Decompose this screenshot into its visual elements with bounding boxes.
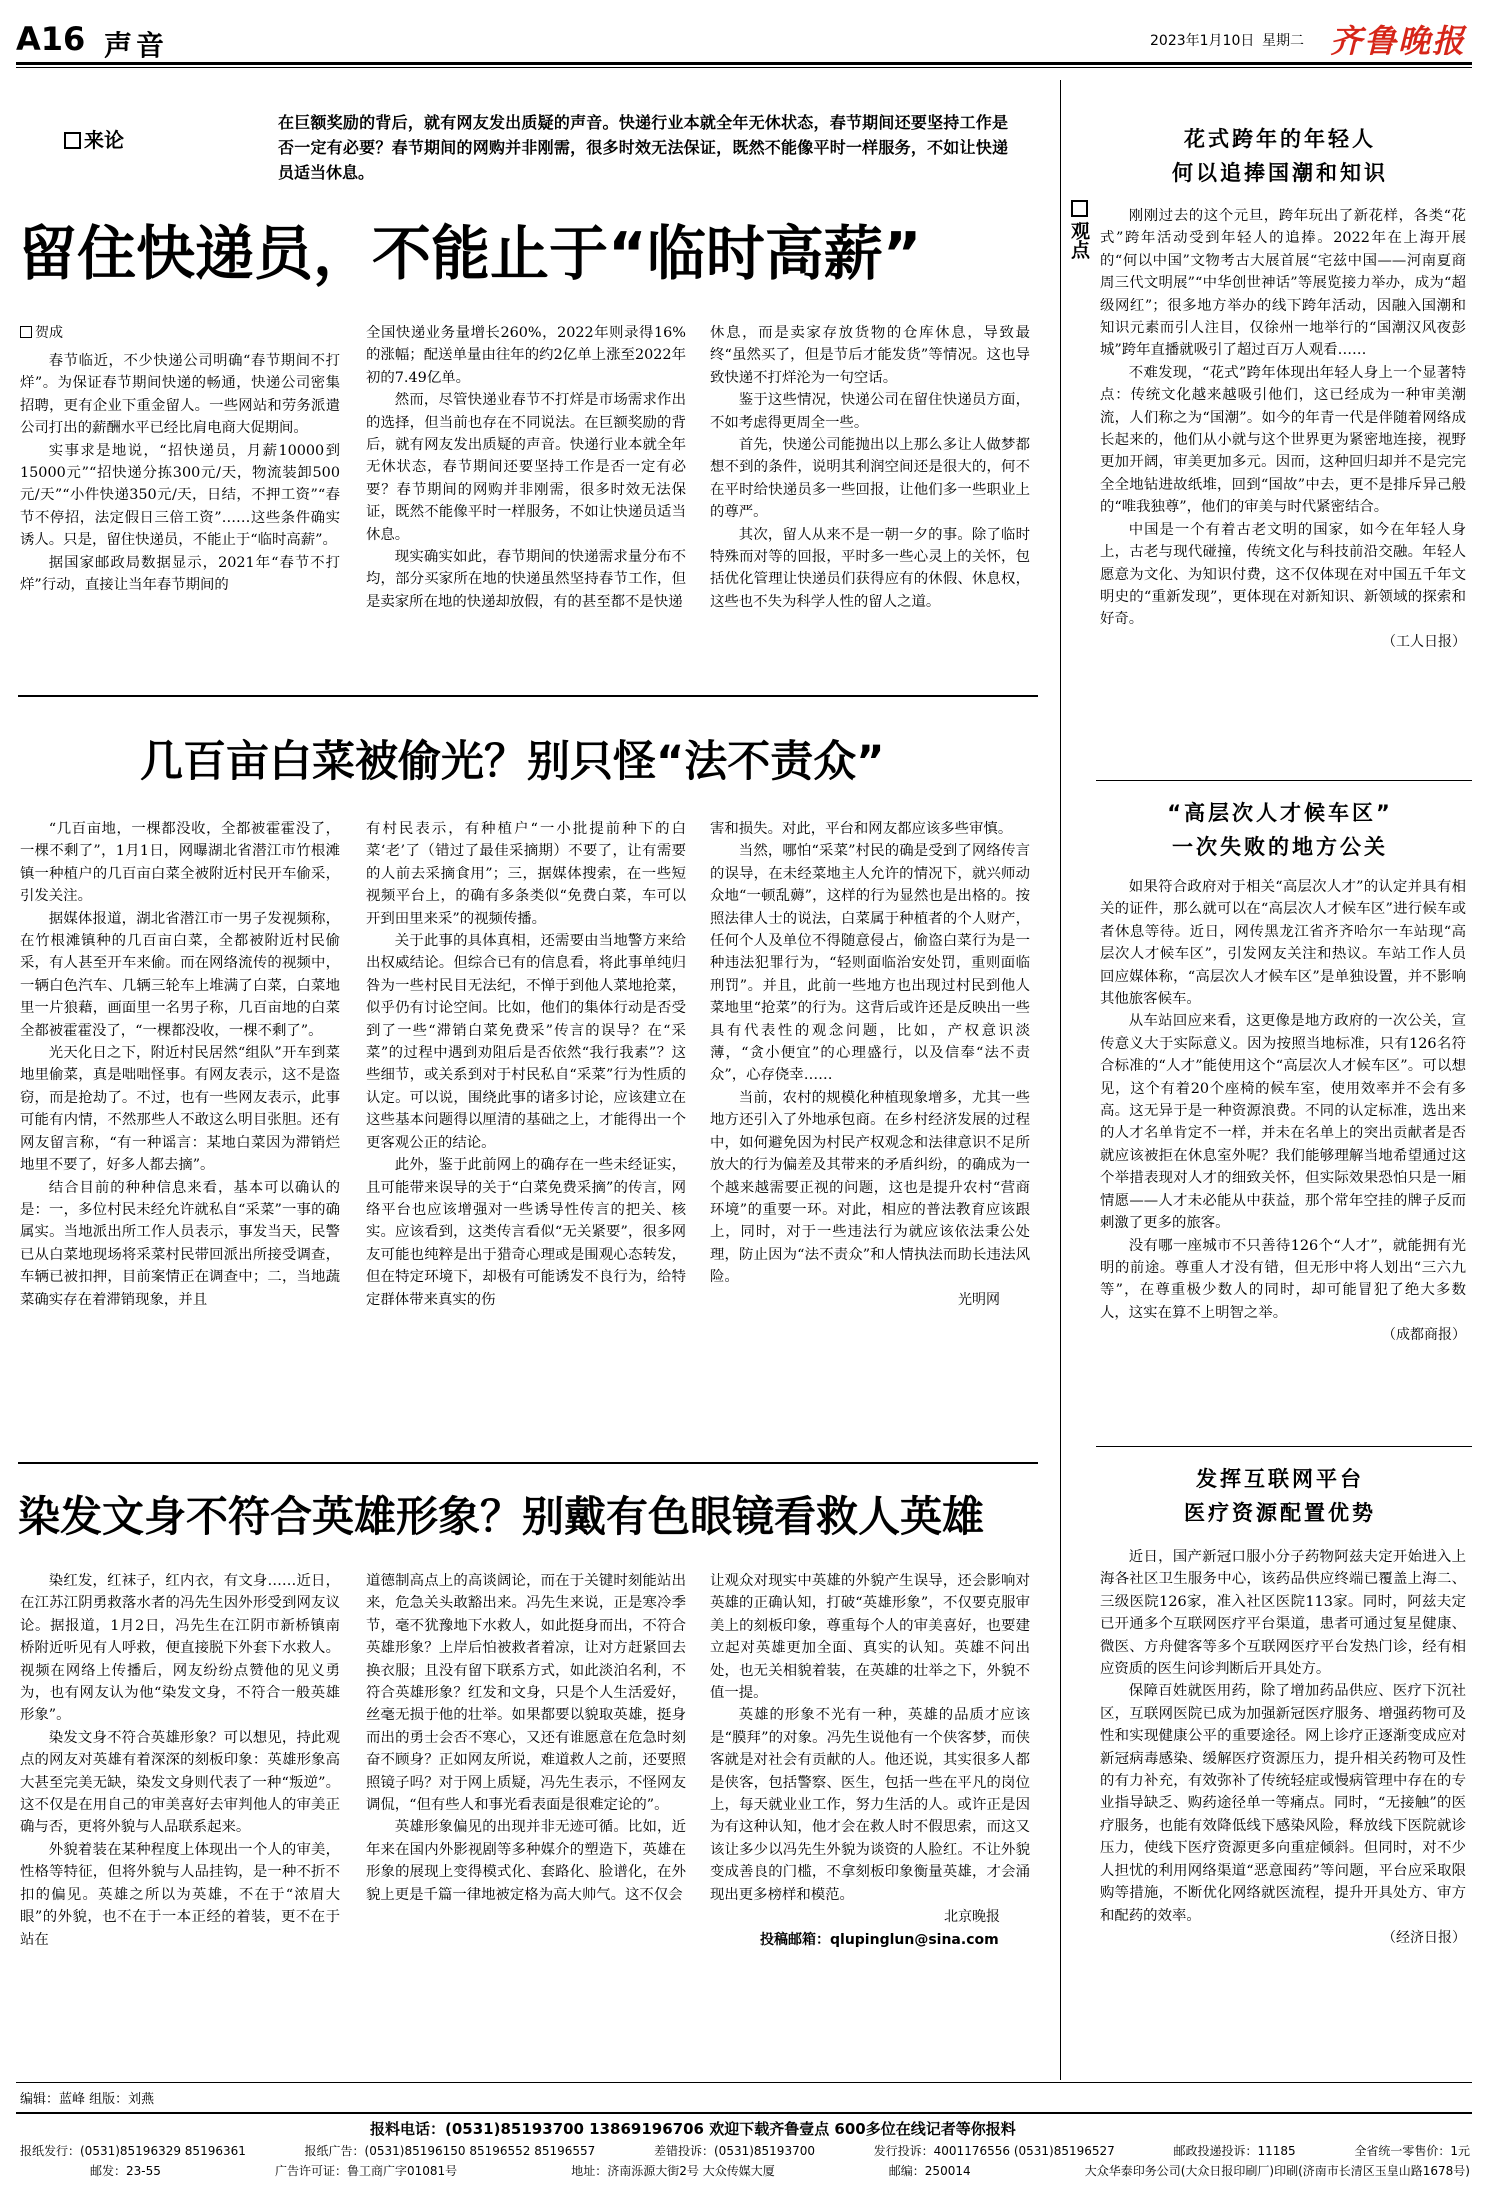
paragraph: 没有哪一座城市不只善待126个“人才”，就能拥有光明的前途。尊重人才没有错，但无形中将人划出“三六九等”，在尊重极少数人的同时，却可能冒犯了绝大多数人，这实在算不上明智之举。 [1100,1237,1466,1321]
divider [16,2082,1472,2083]
article1-col1 [20,350,340,596]
paragraph: 关于此事的具体真相，还需要由当地警方来给出权威结论。但综合已有的信息看，将此事单纯归咎为一些村民目无法纪，不惮于到他人菜地抢菜，似乎仍有讨论空间。比如，他们的集体行动是否受到了一些“滞销白菜免费采”传言的误导？在“采菜”的过程中遇到劝阻后是否依然“我行我素”？这些细节，或关系到对于村民私自“采菜”行为性质的认定。可以说，围绕此事的诸多讨论，应该建立在这些基本问题得以厘清的基础之上，才能得出一个更客观公正的结论。 [366,933,686,1151]
masthead-rule [16,62,1472,65]
footer-item: 广告许可证：鲁工商广字01081号 [274,2164,458,2178]
divider [18,1462,1038,1464]
footer-item: 发行投诉：4001176556 (0531)85196527 [873,2144,1115,2158]
sidebar3-title: 发挥互联网平台 医疗资源配置优势 [1184,1467,1376,1525]
paragraph: 英雄形象偏见的出现并非无迹可循。比如，近年来在国内外影视剧等多种媒介的塑造下，英雄在形象的展现上变得模式化、套路化、脸谱化，在外貌上更是千篇一律地被定格为高大帅气。这不仅会 [366,1819,686,1903]
footer-contacts [20,2142,1470,2159]
paragraph: 鉴于这些情况，快递公司在留住快递员方面，不如考虑得更周全一些。 [710,392,1030,431]
paragraph: 害和损失。对此，平台和网友都应该多些审慎。 [710,821,1013,837]
footer-item: 地址：济南泺源大街2号 大众传媒大厦 [571,2164,775,2178]
paragraph: 据媒体报道，湖北省潜江市一男子发视频称，在竹根滩镇种的几百亩白菜，全都被附近村民偷采，有人甚至开车来偷。而在网络流传的视频中，一辆白色汽车、几辆三轮车上堆满了白菜，白菜地里一片狼藉，画面里一名男子称，几百亩地的白菜全都被霍霍没了，“一棵都没收，一棵不剩了”。 [20,910,340,1039]
paragraph: 道德制高点上的高谈阔论，而在于关键时刻能站出来，危急关头敢豁出来。冯先生来说，正是寒冷季节，毫不犹豫地下水救人，如此挺身而出，不符合英雄形象？上岸后怕被救者着凉，让对方赶紧回去换衣服；且没有留下联系方式，如此淡泊名利，不符合英雄形象？红发和文身，只是个人生活爱好，丝毫无损于他的壮举。如果都要以貌取英雄，挺身而出的勇士会否不寒心，又还有谁愿意在危急时刻奋不顾身？正如网友所说，难道救人之前，还要照照镜子吗？对于网上质疑，冯先生表示，不怪网友调侃，“但有些人和事光看表面是很难定论的”。 [366,1573,686,1814]
paragraph: 刚刚过去的这个元旦，跨年玩出了新花样，各类“花式”跨年活动受到年轻人的追捧。2022年在上海开展的“何以中国”文物考古大展首展“宅兹中国——河南夏商周三代文明展”“中华创世神话”等展览接力举办，成为“超级网红”；很多地方举办的线下跨年活动，因融入国潮和知识元素而引人注目，仅徐州一地举行的“国潮汉风夜彭城”跨年直播就吸引了超过百万人观看…… [1100,208,1466,359]
footer-item: 差错投诉：(0531)85193700 [654,2144,815,2158]
issue-weekday: 星期二 [1262,33,1304,49]
article2-col3 [710,818,1030,1311]
intro-text: 在巨额奖励的背后，就有网友发出质疑的声音。快递行业本就全年无休状态，春节期间还要坚持工作是否一定有必要？春节期间的网购并非刚需，很多时效无法保证，既然不能像平时一样服务，不如让快递员适当休息。 [278,113,1008,182]
paragraph: 有村民表示，有种植户“一小批提前种下的白菜‘老’了（错过了最佳采摘期）不要了，让有需要的人前去采摘食用”；三，据媒体搜索，在一些短视频平台上，的确有多条类似“免费白菜，车可以开到田里来采”的视频传播。 [366,821,686,927]
article2-col2 [366,818,686,1311]
paragraph: 中国是一个有着古老文明的国家，如今在年轻人身上，古老与现代碰撞，传统文化与科技前沿交融。年轻人愿意为文化、为知识付费，这不仅体现在对中国五千年文明史的“重新发现”，更体现在对新知识、新领域的探索和好奇。 [1100,521,1466,628]
paragraph: 然而，尽管快递业春节不打烊是市场需求作出的选择，但当前也存在不同说法。在巨额奖励的背后，就有网友发出质疑的声音。快递行业本就全年无休状态，春节期间还要坚持工作是否一定有必要？春节期间的网购并非刚需，很多时效无法保证，既然不能像平时一样服务，不如让快递员适当休息。 [366,392,686,543]
article3-col2 [366,1570,686,1906]
issue-date: 2023年1月10日 [1150,33,1255,49]
tip-hotline[interactable]: 报料电话：(0531)85193700 13869196706 欢迎下载齐鲁壹点 600多位在线记者等你报料 [370,2120,1016,2138]
paragraph: 据国家邮政局数据显示，2021年“春节不打烊”行动，直接让当年春节期间的 [20,554,340,594]
sidebar3-body [1100,1546,1466,1949]
article1-col3 [710,322,1030,613]
article2-headline: 几百亩白菜被偷光？别只怪“法不责众” [140,737,885,787]
footer-item: 邮政投递投诉：11185 [1173,2144,1296,2158]
article3-col3 [710,1570,1030,1951]
sidebar1-title: 花式跨年的年轻人 何以追捧国潮和知识 [1172,127,1388,185]
paragraph: 当前，农村的规模化种植现象增多，尤其一些地方还引入了外地承包商。在乡村经济发展的过程中，如何避免因为村民产权观念和法律意识不足所放大的行为偏差及其带来的矛盾纠纷，的确成为一个越来越需要正视的问题，这也是提升农村“营商环境”的重要一环。对此，相应的普法教育应该跟上，同时，对于一些违法行为就应该依法秉公处理，防止因为“法不责众”和人情执法而助长违法风险。 [710,1089,1030,1286]
paragraph: 英雄的形象不光有一种，英雄的品质才应该是“膜拜”的对象。冯先生说他有一个侠客梦，而侠客就是对社会有贡献的人。他还说，其实很多人都是侠客，包括警察、医生，包括一些在平凡的岗位上，每天就业业工作，努力生活的人。或许正是因为有这种认知，他才会在救人时不假思索，而这又该让多少以冯先生外貌为谈资的人脸红。不让外貌变成善良的门槛，不拿刻板印象衡量英雄，才会涌现出更多榜样和模范。 [710,1707,1030,1903]
paragraph: 染发文身不符合英雄形象？可以想见，持此观点的网友对英雄有着深深的刻板印象：英雄形象高大甚至完美无缺，染发文身则代表了一种“叛逆”。这不仅是在用自己的审美喜好去审判他人的审美正确与否，更将外貌与人品联系起来。 [20,1729,340,1836]
paragraph: 保障百姓就医用药，除了增加药品供应、医疗下沉社区，互联网医院已成为加强新冠医疗服务、增强药物可及性和实现健康公平的重要途径。网上诊疗正逐渐变成应对新冠病毒感染、缓解医疗资源压力，提升相关药物可及性的有力补充，有效弥补了传统轻症或慢病管理中存在的专业指导缺乏、购药途径单一等痛点。同时，“无接触”的医疗服务，也能有效降低线下感染风险，释放线下医院就诊压力，使线下医疗资源更多向重症倾斜。但同时，对不少人担忧的利用网络渠道“恶意囤药”等问题，平台应采取限购等措施，不断优化网络就医流程，提升开具处方、审方和配药的效率。 [1100,1683,1466,1924]
paragraph: “几百亩地，一棵都没收，全都被霍霍没了，一棵不剩了”，1月1日，网曝湖北省潜江市竹根滩镇一种植户的几百亩白菜全被附近村民开车偷采，引发关注。 [20,821,340,905]
paragraph: 实事求是地说，“招快递员，月薪10000到15000元”“招快递分拣300元/天，物流装卸500元/天”“小件快递350元/天，日结，不押工资”“春节不停招，法定假日三倍工资”……这些条件确实诱人。只是，留住快递员，不能止于“临时高薪”。 [20,442,340,549]
paragraph: 光天化日之下，附近村民居然“组队”开车到菜地里偷菜，真是咄咄怪事。有网友表示，这不是盗窃，而是抢劫了。不过，也有一些网友表示，此事可能有内情，不然那些人不敢这么明目张胆。还有网友留言称，“有一种谣言：某地白菜因为滞销烂地里不要了，好多人都去摘”。 [20,1045,340,1174]
footer-imprint [90,2162,1470,2179]
sidebar1-body [1100,205,1466,653]
article3-source: 北京晚报 [944,1909,1000,1926]
article3-col1 [20,1570,340,1951]
article3-headline: 染发文身不符合英雄形象？别戴有色眼镜看救人英雄 [18,1492,985,1541]
sidebar3-source: （经济日报） [1382,1929,1466,1946]
paragraph: 不难发现，“花式”跨年体现出年轻人身上一个显著特点：传统文化越来越吸引他们，这已经成为一种审美潮流，人们称之为“国潮”。如今的年青一代是伴随着网络成长起来的，他们从小就与这个世界更为紧密地连接，视野更加开阔，审美更加多元。因而，这种回归却并不是完完全全地钻进故纸堆，回到“国故”中去，更不是排斥异己般的“唯我独尊”，他们的审美与时代紧密结合。 [1100,364,1466,516]
divider [18,695,1038,697]
article1-byline: 贺成 [20,322,63,342]
footer-item: 邮编：250014 [888,2164,971,2178]
editor-credit: 编辑：蓝峰 组版：刘燕 [20,2092,155,2107]
paragraph: 全国快递业务量增长260%，2022年则录得16%的涨幅；配送单量由往年的约2亿单上涨至2022年初的7.49亿单。 [366,325,686,386]
paper-logo: 齐鲁晚报 [1330,22,1467,60]
article2-source: 光明网 [958,1291,1000,1308]
footer-item: 全省统一零售价：1元 [1354,2144,1470,2158]
sidebar2-title: “高层次人才候车区” 一次失败的地方公关 [1167,801,1393,859]
sidebar-divider [1060,80,1061,2080]
square-icon [20,326,32,338]
footer-rule [16,2112,1472,2114]
article2-col1 [20,818,340,1311]
sidebar1-source: （工人日报） [1382,633,1466,650]
page-number: A16 [16,20,86,58]
submission-email[interactable]: 投稿邮箱：qlupinglun@sina.com [760,1931,999,1948]
paragraph: 首先，快递公司能抛出以上那么多让人做梦都想不到的条件，说明其利润空间还是很大的，何不在平时给快递员多一些回报，让他们多一些职业上的尊严。 [710,437,1030,521]
paragraph: 春节临近，不少快递公司明确“春节期间不打烊”。为保证春节期间快递的畅通，快递公司密集招聘，更有企业下重金留人。一些网站和劳务派遣公司打出的薪酬水平已经比肩电商大促期间。 [20,353,340,437]
paragraph: 其次，留人从来不是一朝一夕的事。除了临时特殊而对等的回报，平时多一些心灵上的关怀，包括优化管理让快递员们获得应有的休假、休息权，这些也不失为科学人性的留人之道。 [710,526,1030,610]
paragraph: 让观众对现实中英雄的外貌产生误导，还会影响对英雄的正确认知，打破“英雄形象”，不仅要克服审美上的刻板印象，尊重每个人的审美喜好，也要建立起对英雄更加全面、真实的认知。英雄不问出处，也无关相貌着装，在英雄的壮举之下，外貌不值一提。 [710,1573,1030,1702]
paragraph: 外貌着装在某种程度上体现出一个人的审美，性格等特征，但将外貌与人品挂钩，是一种不折不扣的偏见。英雄之所以为英雄，不在于“浓眉大眼”的外貌，也不在于一本正经的着装，更不在于站在 [20,1841,340,1948]
article1-headline: 留住快递员，不能止于“临时高薪” [18,219,922,288]
paragraph: 染红发，红袜子，红内衣，有文身……近日，在江苏江阴勇救落水者的冯先生因外形受到网友议论。据报道，1月2日，冯先生在江阴市新桥镇南桥附近听见有人呼救，便直接脱下外套下水救人。视频在网络上传播后，网友纷纷点赞他的见义勇为，也有网友认为他“染发文身，不符合一般英雄形象”。 [20,1573,340,1724]
paragraph: 此外，鉴于此前网上的确存在一些未经证实，且可能带来误导的关于“白菜免费采摘”的传言，网络平台也应该增强对一些诱导性传言的把关、核实。应该看到，这类传言看似“无关紧要”，很多网友可能也纯粹是出于猎奇心理或是围观心态转发，但在特定环境下，却极有可能诱发不良行为，给特定群体带来真实的伤 [366,1157,686,1308]
square-icon [1071,200,1088,217]
sidebar2-body [1100,876,1466,1347]
footer-item: 邮发：23-55 [90,2164,161,2178]
square-icon [64,132,81,149]
divider [1096,780,1472,781]
lailun-label: 来论 [64,124,124,153]
section-title: 声音 [104,29,169,62]
paragraph: 休息，而是卖家存放货物的仓库休息，导致最终“虽然买了，但是节后才能发货”等情况。这也导致快递不打烊沦为一句空话。 [710,325,1030,386]
masthead-rule-thin [16,67,1472,68]
paragraph: 当然，哪怕“采菜”村民的确是受到了网络传言的误导，在未经菜地主人允许的情况下，就兴师动众地“一顿乱薅”，这样的行为显然也是出格的。按照法律人士的说法，白菜属于种植者的个人财产，任何个人及单位不得随意侵占，偷盗白菜行为是一种违法犯罪行为，“轻则面临治安处罚，重则面临刑罚”。并且，此前一些地方也出现过村民到他人菜地里“抢菜”的行为。这背后或许还是反映出一些具有代表性的观念问题，比如，产权意识淡薄，“贪小便宜”的心理盛行，以及信奉“法不责众”，心存侥幸…… [710,843,1030,1084]
sidebar2-source: （成都商报） [1382,1327,1466,1344]
paragraph: 现实确实如此，春节期间的快递需求量分布不均，部分买家所在地的快递虽然坚持春节工作，但是卖家所在地的快递却放假，有的甚至都不是快递 [366,549,686,610]
paragraph: 近日，国产新冠口服小分子药物阿兹夫定开始进入上海各社区卫生服务中心，该药品供应终端已覆盖上海二、三级医院126家，准入社区医院113家。同时，阿兹夫定已开通多个互联网医疗平台渠道，患者可通过复星健康、微医、方舟健客等多个互联网医疗平台发热门诊，经有相应资质的医生问诊判断后开具处方。 [1100,1549,1466,1678]
paragraph: 如果符合政府对于相关“高层次人才”的认定并具有相关的证件，那么就可以在“高层次人才候车区”进行候车或者休息等待。近日，网传黑龙江省齐齐哈尔一车站现“高层次人才候车区”，引发网友关注和热议。车站工作人员回应媒体称，“高层次人才候车区”是单独设置，并不影响其他旅客候车。 [1100,879,1466,1008]
divider [1096,1446,1472,1447]
footer-item: 大众华泰印务公司(大众日报印刷厂)印刷(济南市长清区玉皇山路1678号) [1084,2164,1470,2178]
footer-item: 报纸广告：(0531)85196150 85196552 85196557 [304,2144,596,2158]
footer-item: 报纸发行：(0531)85196329 85196361 [20,2144,246,2158]
paragraph: 结合目前的种种信息来看，基本可以确认的是：一，多位村民未经允许就私自“采菜”一事的确属实。当地派出所工作人员表示，事发当天，民警已从白菜地现场将采菜村民带回派出所接受调查，车辆已被扣押，目前案情正在调查中；二，当地蔬菜确实存在着滞销现象，并且 [20,1179,340,1308]
guandian-label: 观点 [1066,200,1092,259]
paragraph: 从车站回应来看，这更像是地方政府的一次公关，宣传意义大于实际意义。因为按照当地标准，只有126名符合标准的“人才”能使用这个“高层次人才候车区”。可以想见，这个有着20个座椅的候车室，使用效率并不会有多高。这无异于是一种资源浪费。不同的认定标准，选出来的人才名单肯定不一样，并未在名单上的突出贡献者是否就应该被拒在休息室外呢？我们能够理解当地希望通过这个举措表现对人才的细致关怀，但实际效果恐怕只是一厢情愿——人才未必能从中获益，那个常年空挂的牌子反而刺激了更多的旅客。 [1100,1013,1466,1232]
article1-col2 [366,322,686,613]
